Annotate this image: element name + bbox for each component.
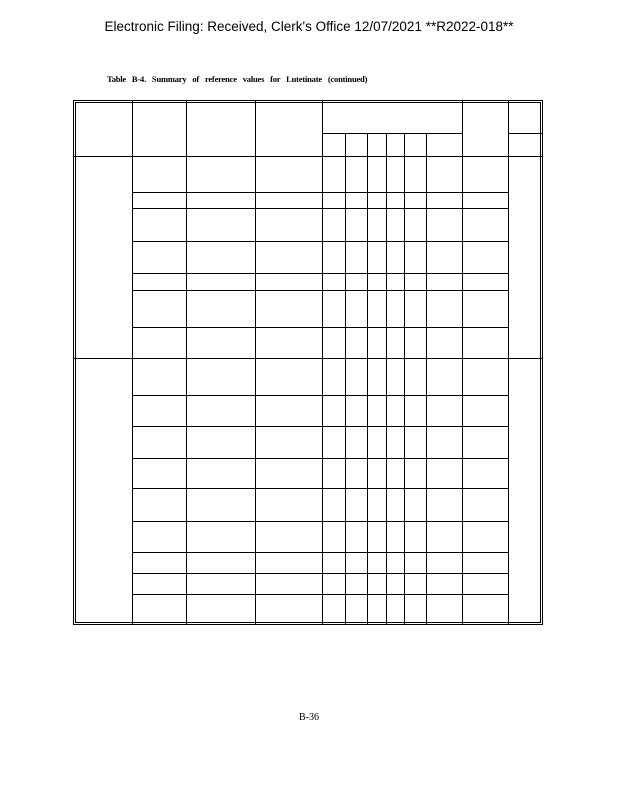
row-rule xyxy=(132,521,508,522)
table-border-bottom xyxy=(75,622,541,623)
row-rule xyxy=(132,594,508,595)
column-rule xyxy=(322,100,323,625)
row-rule xyxy=(132,273,508,274)
row-rule xyxy=(132,241,508,242)
row-rule xyxy=(132,192,508,193)
uf-group-divider xyxy=(322,133,462,134)
table-border-left xyxy=(73,100,74,625)
column-rule xyxy=(132,100,133,625)
row-rule xyxy=(132,208,508,209)
filing-banner: Electronic Filing: Received, Clerk's Office 12/07/2021 **R2022-018** xyxy=(104,19,514,34)
row-rule xyxy=(73,358,543,359)
refval-divider xyxy=(508,133,543,134)
column-rule xyxy=(255,100,256,625)
row-rule xyxy=(132,395,508,396)
row-rule xyxy=(132,573,508,574)
row-rule xyxy=(132,552,508,553)
table-caption: Table B-4. Summary of reference values for Lutetinate (continued) xyxy=(107,74,368,84)
table-border-bottom xyxy=(73,624,543,625)
table-border-left xyxy=(75,102,76,623)
column-rule xyxy=(508,100,509,625)
table-border-top xyxy=(75,102,541,103)
row-rule xyxy=(132,458,508,459)
page-number: B-36 xyxy=(299,712,319,723)
table-border-top xyxy=(73,100,543,101)
reference-values-table xyxy=(73,100,543,625)
column-rule xyxy=(186,100,187,625)
row-rule xyxy=(132,327,508,328)
table-border-right xyxy=(542,100,543,625)
header-divider xyxy=(73,156,543,157)
row-rule xyxy=(132,488,508,489)
column-rule xyxy=(462,100,463,625)
row-rule xyxy=(132,290,508,291)
row-rule xyxy=(132,426,508,427)
table-border-right xyxy=(540,102,541,623)
